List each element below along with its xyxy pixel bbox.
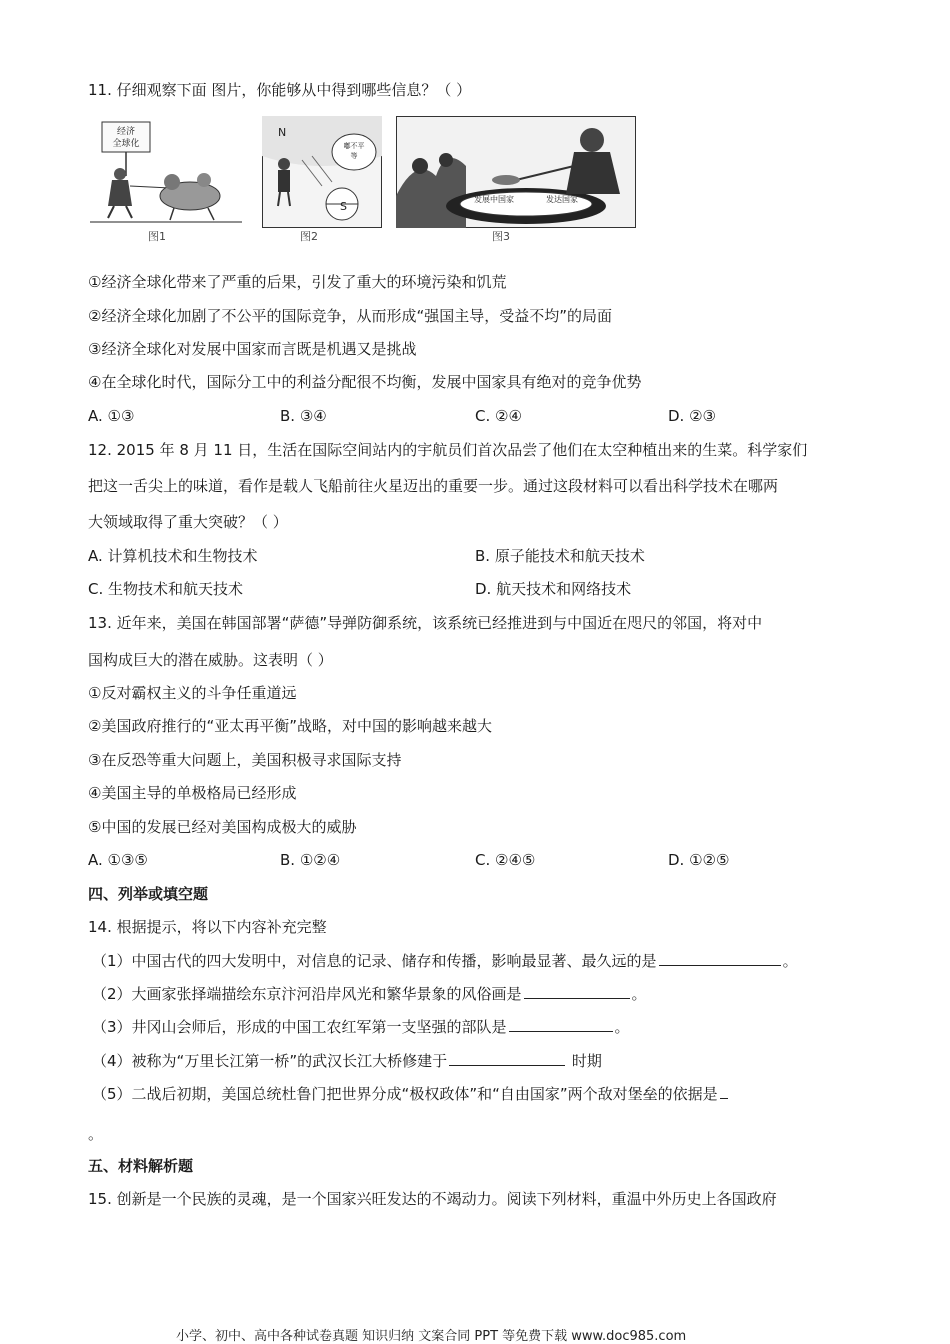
page-footer[interactable]: 小学、初中、高中各种试卷真题 知识归纳 文案合同 PPT 等免费下载 www.doc985.com: [176, 1329, 687, 1344]
q14-part-4-end: 时期: [567, 1052, 602, 1070]
fig3-caption: 图3: [492, 230, 510, 243]
q13-line-1: 13. 近年来，美国在韩国部署“萨德”导弹防御系统，该系统已经推进到与中国近在咫尺的邻国，将对中: [88, 614, 763, 632]
fig3-left-label: 发展中国家: [474, 195, 514, 204]
q14-part-1: [92, 951, 798, 971]
q13-option-d[interactable]: D. ①②⑤: [668, 851, 730, 869]
q12-option-a[interactable]: A. 计算机技术和生物技术: [88, 547, 258, 565]
q13-item-4: ④美国主导的单极格局已经形成: [88, 784, 297, 802]
q14-part-2: [92, 984, 647, 1004]
q14-part-1-text: （1）中国古代的四大发明中，对信息的记录、储存和传播，影响最显著、最久远的是: [92, 952, 657, 970]
q14-part-4: [92, 1051, 602, 1071]
fig1-caption: 图1: [148, 230, 166, 243]
q13-item-1: ①反对霸权主义的斗争任重道远: [88, 684, 297, 702]
q14-part-5-text: （5）二战后初期，美国总统杜鲁门把世界分成“极权政体”和“自由国家”两个敌对堡垒的依据是: [92, 1085, 718, 1103]
figure-3-developing-vs-developed-cartoon: [396, 116, 636, 243]
q13-option-b[interactable]: B. ①②④: [280, 851, 341, 869]
q11-item-3: ③经济全球化对发展中国家而言既是机遇又是挑战: [88, 340, 417, 358]
q11-option-d[interactable]: D. ②③: [668, 407, 716, 425]
figure-2-north-south-cartoon: [262, 116, 382, 243]
q11-item-1: ①经济全球化带来了严重的后果，引发了重大的环境污染和饥荒: [88, 273, 507, 291]
q14-part-2-end: 。: [631, 985, 647, 1003]
q12-line-2: 把这一舌尖上的味道，看作是载人飞船前往火星迈出的重要一步。通过这段材料可以看出科学技术在哪两: [88, 477, 779, 495]
q13-item-5: ⑤中国的发展已经对美国构成极大的威胁: [88, 818, 357, 836]
q11-option-b[interactable]: B. ③④: [280, 407, 327, 425]
q14-blank-1[interactable]: [659, 951, 781, 966]
q14-part-5-end: 。: [88, 1125, 104, 1143]
section-4-heading: 四、列举或填空题: [88, 885, 209, 903]
q12-line-3: 大领域取得了重大突破？（ ）: [88, 513, 288, 531]
q13-item-2: ②美国政府推行的“亚太再平衡”战略，对中国的影响越来越大: [88, 717, 492, 735]
fig2-north-label: N: [278, 126, 287, 139]
q14-part-3-end: 。: [614, 1018, 630, 1036]
fig1-sign-line2: 全球化: [112, 139, 140, 149]
q14-blank-2[interactable]: [524, 984, 630, 999]
q11-option-a[interactable]: A. ①③: [88, 407, 135, 425]
q14-part-4-text: （4）被称为“万里长江第一桥”的武汉长江大桥修建于: [92, 1052, 448, 1070]
q11-stem: 11. 仔细观察下面 图片，你能够从中得到哪些信息？（ ）: [88, 81, 472, 99]
q14-blank-5[interactable]: [720, 1084, 728, 1099]
fig1-sign-line1: 经济: [116, 127, 136, 137]
q14-part-3-text: （3）井冈山会师后，形成的中国工农红军第一支坚强的部队是: [92, 1018, 507, 1036]
fig2-caption: 图2: [300, 230, 318, 243]
q11-item-2: ②经济全球化加剧了不公平的国际竞争，从而形成“强国主导，受益不均”的局面: [88, 307, 612, 325]
q12-option-c[interactable]: C. 生物技术和航天技术: [88, 580, 244, 598]
svg-text:等: 等: [350, 152, 358, 160]
q11-item-4: ④在全球化时代，国际分工中的利益分配很不均衡，发展中国家具有绝对的竞争优势: [88, 373, 642, 391]
fig2-south-label: S: [340, 200, 347, 213]
q13-item-3: ③在反恐等重大问题上，美国积极寻求国际支持: [88, 751, 402, 769]
q12-option-d[interactable]: D. 航天技术和网络技术: [475, 580, 632, 598]
q14-blank-4[interactable]: [449, 1051, 565, 1066]
q13-option-a[interactable]: A. ①③⑤: [88, 851, 148, 869]
q14-part-3: [92, 1017, 630, 1037]
q13-option-c[interactable]: C. ②④⑤: [475, 851, 536, 869]
q14-part-1-end: 。: [782, 952, 798, 970]
q15-stem: 15. 创新是一个民族的灵魂，是一个国家兴旺发达的不竭动力。阅读下列材料，重温中外历史上各国政府: [88, 1190, 777, 1208]
q14-blank-3[interactable]: [509, 1017, 613, 1032]
q11-option-c[interactable]: C. ②④: [475, 407, 522, 425]
q14-stem: 14. 根据提示，将以下内容补充完整: [88, 918, 327, 936]
q14-part-5: [92, 1084, 730, 1104]
figure-1-globalization-cartoon: [90, 116, 242, 243]
q13-line-2: 国构成巨大的潜在威胁。这表明（ ）: [88, 651, 333, 669]
fig2-cloud-text: 嘟不平: [343, 142, 365, 150]
q12-option-b[interactable]: B. 原子能技术和航天技术: [475, 547, 645, 565]
q12-line-1: 12. 2015 年 8 月 11 日，生活在国际空间站内的宇航员们首次品尝了他们在太空种植出来的生菜。科学家们: [88, 441, 808, 459]
fig3-right-label: 发达国家: [546, 195, 578, 204]
section-5-heading: 五、材料解析题: [88, 1157, 194, 1175]
q14-part-2-text: （2）大画家张择端描绘东京汴河沿岸风光和繁华景象的风俗画是: [92, 985, 522, 1003]
